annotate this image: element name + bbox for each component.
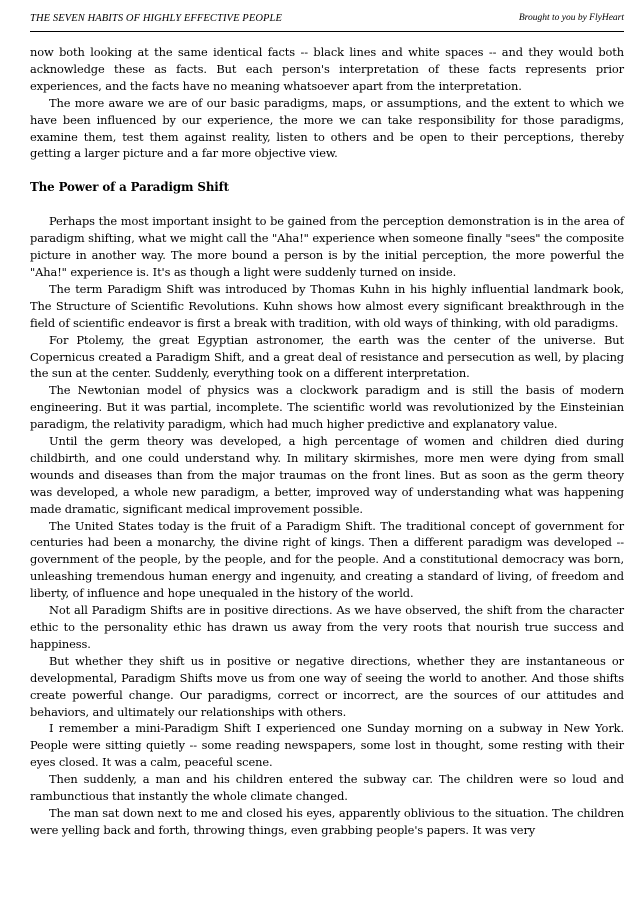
paragraph: Not all Paradigm Shifts are in positive directions. As we have observed, the shift from the character ethic to the personality ethic has drawn us away from the very roots that nourish true success and happiness. — [30, 603, 624, 651]
paragraph: The Newtonian model of physics was a clockwork paradigm and is still the basis of modern engineering. But it was partial, incomplete. The scientific world was revolutionized by the Einsteinian paradigm, the relativity paradigm, which had much higher predictive and explanatory value. — [30, 383, 624, 432]
paragraph: For Ptolemy, the great Egyptian astronomer, the earth was the center of the universe. But Copernicus created a Paradigm Shift, and a great deal of resistance and persecution as well, by placing the sun at the center. Suddenly, everything took on a different interpretation. — [30, 332, 624, 381]
paragraph: Until the germ theory was developed, a high percentage of women and children died during childbirth, and one could understand why. In military skirmishes, more men were dying from small wounds and diseases than from the major traumas on the front lines. But as soon as the germ theory was developed, a whole new paradigm, a better, improved way of understanding what was happening made dramatic, significant medical improvement possible. — [30, 434, 624, 516]
paragraph: The term Paradigm Shift was introduced by Thomas Kuhn in his highly influential landmark book, The Structure of Scientific Revolutions. Kuhn shows how almost every significant breakthrough in the field of scientific endeavor is first a break with tradition, with old ways of thinking, with old paradigms. — [30, 281, 624, 330]
paragraph: now both looking at the same identical facts -- black lines and white spaces -- and they would both acknowledge these as facts. But each person's interpretation of these facts represents prior experiences, and the facts have no meaning whatsoever apart from the interpretation. — [30, 45, 624, 93]
header-credit: Brought to you by FlyHeart — [518, 13, 624, 23]
paragraph: Then suddenly, a man and his children entered the subway car. The children were so loud and rambunctious that instantly the whole climate changed. — [30, 772, 624, 804]
header-book-title: THE SEVEN HABITS OF HIGHLY EFFECTIVE PEOPLE — [30, 13, 282, 24]
document-body — [30, 44, 624, 839]
paragraph: The United States today is the fruit of a Paradigm Shift. The traditional concept of government for centuries had been a monarchy, the divine right of kings. Then a different paradigm was developed -- government of the people, by the people, and for the people. And a constitutional democracy was born, unleashing tremendous human energy and ingenuity, and creating a standard of living, of freedom and liberty, of influence and hope unequaled in the history of the world. — [30, 518, 624, 601]
paragraph: Perhaps the most important insight to be gained from the perception demonstration is in the area of paradigm shifting, what we might call the "Aha!" experience when someone finally "sees" the composite picture in another way. The more bound a person is by the initial perception, the more powerful the "Aha!" experience is. It's as though a light were suddenly turned on inside. — [30, 214, 624, 279]
running-header — [30, 11, 624, 32]
paragraph: But whether they shift us in positive or negative directions, whether they are instantaneous or developmental, Paradigm Shifts move us from one way of seeing the world to another. And those shifts create powerful change. Our paradigms, correct or incorrect, are the sources of our attitudes and behaviors, and ultimately our relationships with others. — [30, 653, 624, 719]
paragraph: I remember a mini-Paradigm Shift I experienced one Sunday morning on a subway in New York. People were sitting quietly -- some reading newspapers, some lost in thought, some resting with their eyes closed. It was a calm, peaceful scene. — [30, 721, 624, 770]
paragraph: The more aware we are of our basic paradigms, maps, or assumptions, and the extent to which we have been influenced by our experience, the more we can take responsibility for those paradigms, examine them, test them against reality, listen to others and be open to their perceptions, thereby getting a larger picture and a far more objective view. — [30, 95, 624, 161]
section-heading: The Power of a Paradigm Shift — [30, 180, 230, 195]
paragraph: The man sat down next to me and closed his eyes, apparently oblivious to the situation. The children were yelling back and forth, throwing things, even grabbing people's papers. It was very — [30, 805, 624, 837]
